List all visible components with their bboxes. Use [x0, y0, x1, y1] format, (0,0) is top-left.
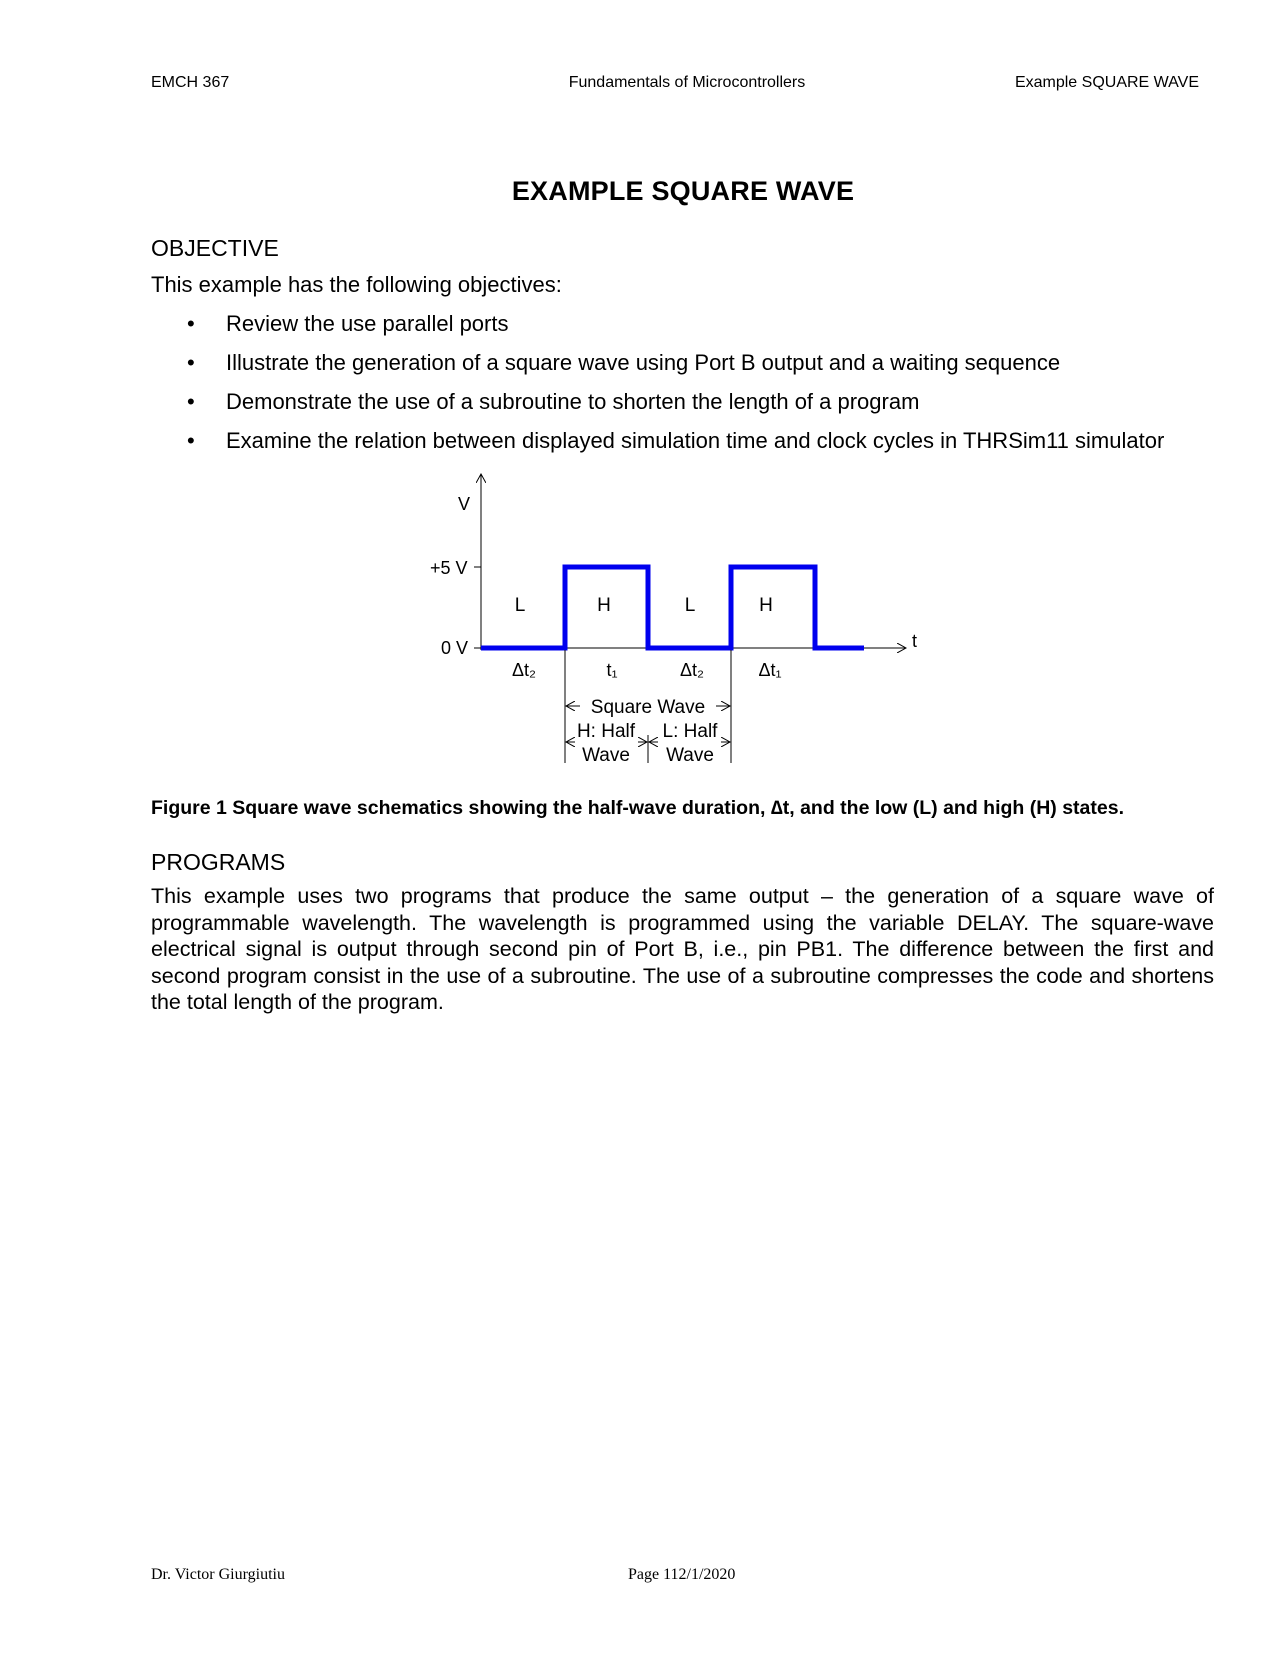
list-item-text: Demonstrate the use of a subroutine to shorten the length of a program: [226, 389, 920, 414]
low-level-label: 0 V: [441, 638, 469, 658]
footer-author: Dr. Victor Giurgiutiu: [151, 1566, 285, 1583]
figure-caption: Figure 1 Square wave schematics showing the half-wave duration, ∆t, and the low (L) and high (H) states.: [151, 797, 1125, 819]
objective-intro: This example has the following objectives:: [151, 272, 562, 297]
y-axis-label: V: [458, 494, 471, 514]
footer-page: Page 112/1/2020: [628, 1566, 736, 1583]
half-low-label: L: Half: [662, 721, 718, 742]
list-item-text: Examine the relation between displayed simulation time and clock cycles in THRSim11 simulator: [226, 428, 1165, 453]
header-course: EMCH 367: [151, 74, 230, 91]
square-wave-signal: [481, 567, 864, 648]
duration-label: t₁: [606, 660, 618, 680]
state-label: L: [514, 595, 526, 616]
half-low-label-2: Wave: [666, 745, 714, 766]
page-title: EXAMPLE SQUARE WAVE: [511, 176, 855, 206]
duration-label: Δt₂: [679, 660, 705, 680]
programs-paragraph: This example uses two programs that produce the same output – the generation of a square wave of programmable wavelength. The wavelength is programmed using the variable DELAY. The square-wave electrical signal is output through second pin of Port B, i.e., pin PB1. The difference between the first and second program consist in the use of a subroutine. The use of a subroutine compresses the code and shortens the total length of the program.: [151, 884, 1214, 1014]
duration-label: Δt₂: [511, 660, 537, 680]
square-wave-figure: [0, 0, 1280, 790]
half-high-label: H: Half: [576, 721, 636, 742]
square-wave-label: Square Wave: [590, 697, 706, 718]
header-subject: Fundamentals of Microcontrollers: [568, 74, 806, 91]
high-level-label: +5 V: [430, 558, 468, 578]
bullet-icon: •: [187, 428, 195, 453]
list-item-text: Illustrate the generation of a square wave using Port B output and a waiting sequence: [226, 350, 1061, 375]
state-label: H: [597, 595, 611, 616]
duration-label: Δt₁: [758, 660, 782, 680]
x-axis-label: t: [912, 631, 918, 651]
list-item-text: Review the use parallel ports: [226, 311, 509, 336]
bullet-icon: •: [187, 311, 195, 336]
bullet-icon: •: [187, 389, 195, 414]
programs-heading: PROGRAMS: [151, 849, 286, 875]
bullet-icon: •: [187, 350, 195, 375]
state-label: H: [759, 595, 773, 616]
header-doc-title: Example SQUARE WAVE: [1014, 74, 1199, 91]
half-high-label-2: Wave: [582, 745, 630, 766]
objective-heading: OBJECTIVE: [151, 235, 279, 261]
state-label: L: [684, 595, 696, 616]
